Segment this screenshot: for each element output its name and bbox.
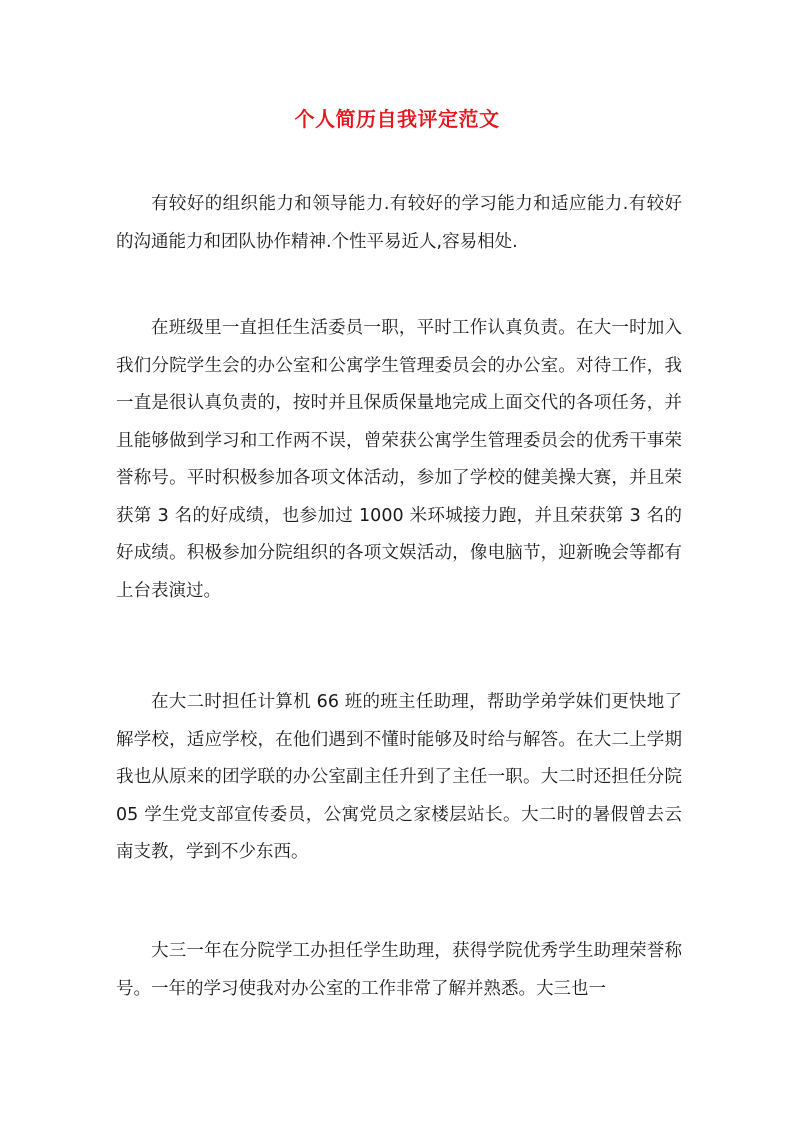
paragraph: 有较好的组织能力和领导能力.有较好的学习能力和适应能力.有较好的沟通能力和团队协作精神.个性平易近人,容易相处. [116,194,682,252]
paragraph: 在大二时担任计算机 66 班的班主任助理，帮助学弟学妹们更快地了解学校，适应学校，在他们遇到不懂时能够及时给与解答。在大二上学期我也从原来的团学联的办公室副主任升到了主任一职。大二时还担任分院 05 学生党支部宣传委员，公寓党员之家楼层站长。大二时的暑假曾去云南支教，学到不少东西。 [116,692,682,862]
document-title: 个人简历自我评定范文 [294,107,500,131]
paragraph: 大三一年在分院学工办担任学生助理，获得学院优秀学生助理荣誉称号。一年的学习使我对办公室的工作非常了解并熟悉。大三也一 [116,941,682,999]
paragraph: 在班级里一直担任生活委员一职，平时工作认真负责。在大一时加入我们分院学生会的办公室和公寓学生管理委员会的办公室。对待工作，我一直是很认真负责的，按时并且保质保量地完成上面交代的各项任务，并且能够做到学习和工作两不误，曾荣获公寓学生管理委员会的优秀干事荣誉称号。平时积极参加各项文体活动，参加了学校的健美操大赛，并且荣获第 3 名的好成绩，也参加过 1000 米环城接力跑，并且荣获第 3 名的好成绩。积极参加分院组织的各项文娱活动，像电脑节，迎新晚会等都有上台表演过。 [116,318,682,601]
